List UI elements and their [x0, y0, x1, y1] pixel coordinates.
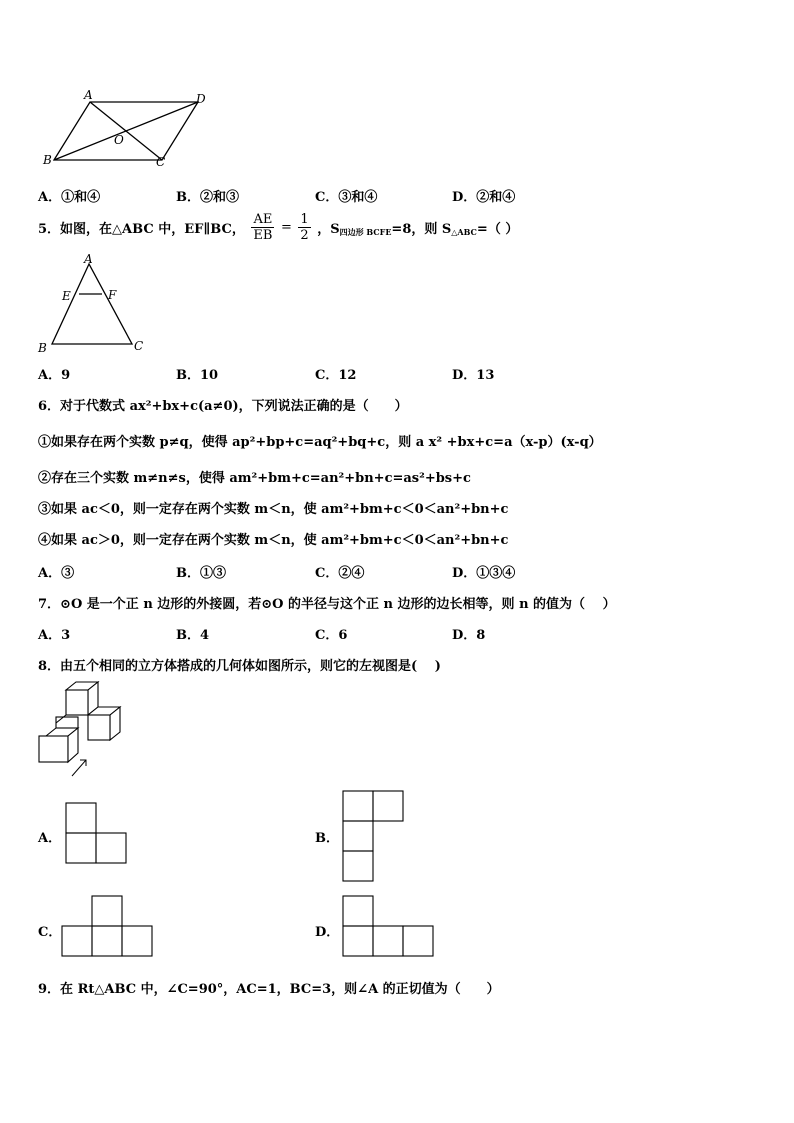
- q5-fraction-ae-eb: [251, 212, 274, 243]
- q8-stem: 8．由五个相同的立方体搭成的几何体如图所示，则它的左视图是( ): [38, 659, 441, 674]
- q5-frac-num: AE: [251, 212, 274, 228]
- label-f: F: [108, 288, 117, 302]
- q8-option-c-view: [60, 894, 154, 958]
- label-c: C: [156, 155, 166, 168]
- q6-statement-2: ②存在三个实数 m≠n≠s，使得 am²+bm+c=an²+bn+c=as²+bs+c: [38, 471, 471, 486]
- q6-option-d: D．①③④: [452, 566, 516, 581]
- label-c: C: [134, 339, 144, 353]
- q4-option-a: A．①和④: [38, 190, 101, 205]
- q5-frac2-den: 2: [300, 228, 309, 243]
- q5-s-sub: 四边形 BCFE: [339, 226, 392, 237]
- q5-frac-den: EB: [253, 228, 273, 243]
- parallelogram-figure: [38, 86, 218, 168]
- q9-stem: 9．在 Rt△ABC 中，∠C=90°，AC=1，BC=3，则∠A 的正切值为（ ）: [38, 982, 500, 997]
- q7-stem: 7．⊙O 是一个正 n 边形的外接圆，若⊙O 的半径与这个正 n 边形的边长相等，则 n 的值为（ ）: [38, 597, 616, 612]
- q6-option-c: C．②④: [315, 566, 365, 581]
- q8-option-a-view: [64, 801, 128, 865]
- cube-solid-figure: [36, 680, 128, 780]
- q6-option-a: A．③: [38, 566, 75, 581]
- q5-s-mid: =8，则 S: [391, 221, 452, 237]
- q8-option-d-label: D．: [315, 925, 340, 940]
- q5-prefix: 5．如图，在△ABC 中，EF∥BC，: [38, 222, 245, 237]
- label-a: A: [84, 252, 93, 266]
- q6-statement-3: ③如果 ac＜0，则一定存在两个实数 m＜n，使 am²+bm+c＜0＜an²+bn+c: [38, 502, 509, 517]
- q5-s-text: ，S: [317, 221, 340, 237]
- q5-fraction-half: [298, 212, 310, 243]
- q8-option-a-label: A．: [38, 831, 62, 846]
- label-b: B: [38, 341, 47, 355]
- q8-option-c-label: C．: [38, 925, 62, 940]
- label-o: O: [114, 133, 124, 147]
- q8-option-d-view: [341, 894, 435, 958]
- q5-option-d: D．13: [452, 368, 495, 383]
- q5-stem: [38, 212, 518, 243]
- label-e: E: [62, 289, 71, 303]
- q5-eq: =: [280, 220, 292, 235]
- triangle-figure: [34, 252, 154, 356]
- q6-statement-4: ④如果 ac＞0，则一定存在两个实数 m＜n，使 am²+bm+c＜0＜an²+bn+c: [38, 533, 509, 548]
- q5-option-c: C．12: [315, 368, 357, 383]
- q7-option-a: A．3: [38, 628, 71, 643]
- q6-statement-1: ①如果存在两个实数 p≠q，使得 ap²+bp+c=aq²+bq+c，则 a x² +bx+c=a（x-p）(x-q）: [38, 435, 602, 450]
- q7-option-b: B．4: [176, 628, 210, 643]
- q6-stem: 6．对于代数式 ax²+bx+c(a≠0)，下列说法正确的是（ ）: [38, 399, 408, 414]
- q5-suffix: =（ ）: [476, 221, 519, 237]
- label-d: D: [196, 92, 206, 106]
- q4-option-c: C．③和④: [315, 190, 378, 205]
- q4-option-d: D．②和④: [452, 190, 516, 205]
- q5-option-a: A．9: [38, 368, 71, 383]
- q8-option-b-view: [341, 789, 405, 883]
- q8-option-b-label: B．: [315, 831, 339, 846]
- q4-option-b: B．②和③: [176, 190, 239, 205]
- label-b: B: [43, 153, 52, 167]
- q5-option-b: B．10: [176, 368, 219, 383]
- q6-option-b: B．①③: [176, 566, 226, 581]
- label-a: A: [84, 88, 93, 102]
- q5-frac2-num: 1: [300, 212, 309, 227]
- q7-option-d: D．8: [452, 628, 486, 643]
- q5-s2-sub: △ABC: [451, 226, 477, 237]
- q7-option-c: C．6: [315, 628, 348, 643]
